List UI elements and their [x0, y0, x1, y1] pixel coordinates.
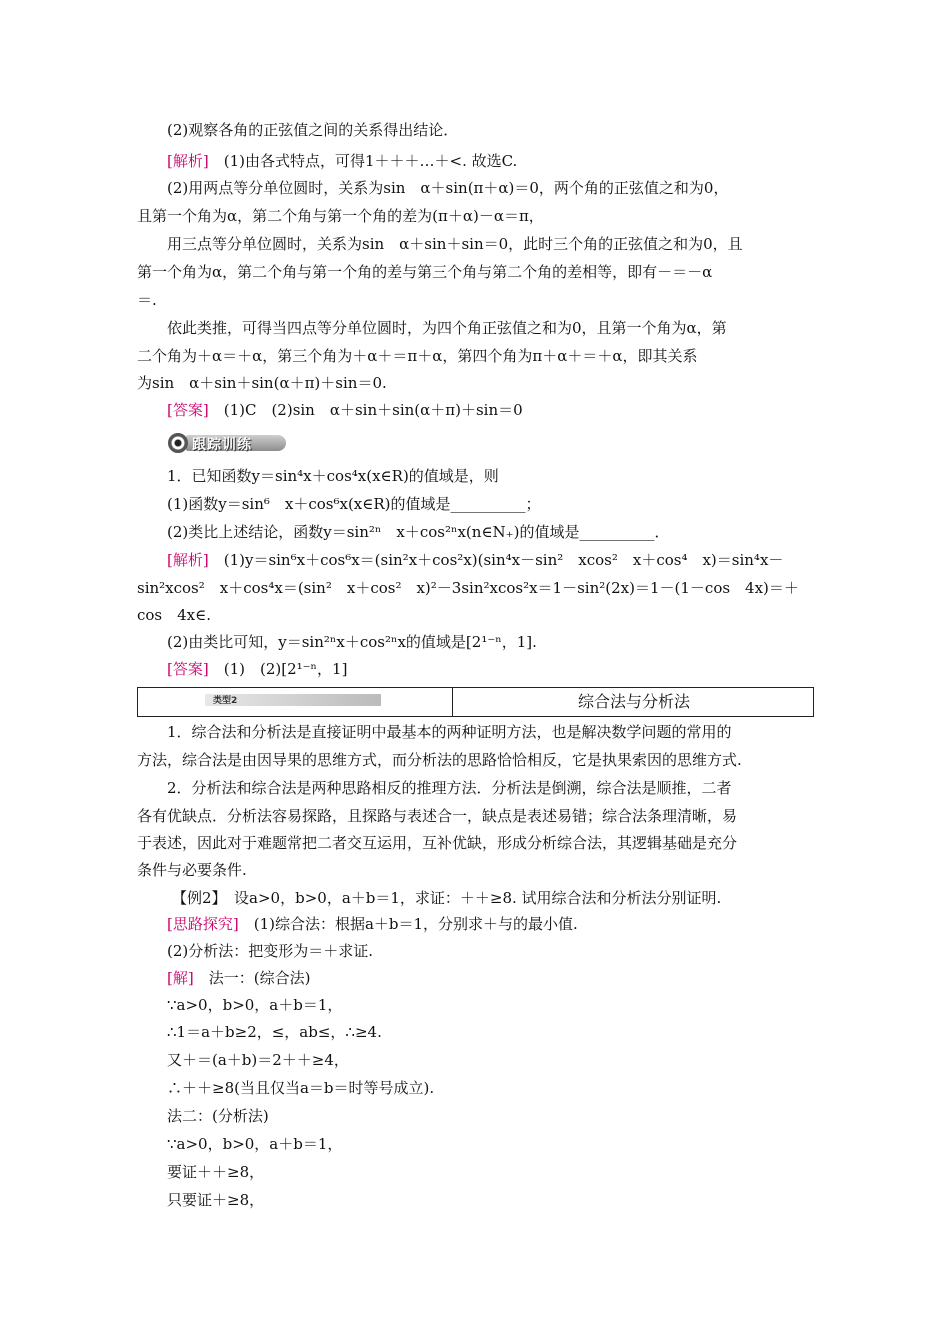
analysis-tag: [解析] [167, 551, 209, 569]
text-line: (1)函数y＝sin⁶ x＋cos⁶x(x∈R)的值域是__________； [167, 495, 541, 513]
text-line: 为sin α＋sin＋sin(α＋π)＋sin＝0. [137, 374, 387, 392]
text-line: cos 4x∈. [137, 606, 212, 624]
text-line: [答案] (1)C (2)sin α＋sin＋sin(α＋π)＋sin＝0 [167, 401, 523, 419]
target-icon [168, 433, 188, 453]
text-line: 1．已知函数y＝sin⁴x＋cos⁴x(x∈R)的值域是，则 [167, 467, 499, 485]
section-heading-label: 跟踪训练 [192, 437, 252, 453]
text-line: 二个角为＋α＝＋α，第三个角为＋α＋＝π＋α，第四个角为π＋α＋＝＋α，即其关系 [137, 347, 698, 365]
text-line: [答案] (1) (2)[2¹⁻ⁿ，1] [167, 660, 348, 678]
text-line: 法二：(分析法) [167, 1107, 269, 1125]
answer-tag: [答案] [167, 660, 209, 678]
text-line: 依此类推，可得当四点等分单位圆时，为四个角正弦值之和为0，且第一个角为α，第 [167, 319, 727, 337]
type-badge [205, 694, 381, 706]
text-line: 方法，综合法是由因导果的思维方式，而分析法的思路恰恰相反，它是执果索因的思维方式. [137, 751, 742, 769]
solution-tag: [解] [167, 969, 194, 987]
type-badge-label: 类型2 [213, 696, 238, 706]
text-line: 第一个角为α，第二个角与第一个角的差与第三个角与第二个角的差相等，即有－＝－α [137, 263, 713, 281]
text-line: (2)观察各角的正弦值之间的关系得出结论． [167, 121, 459, 139]
text-line: ∴1＝a＋b≥2，≤，ab≤，∴≥4. [167, 1023, 382, 1041]
answer-tag: [答案] [167, 401, 209, 419]
type-header-table [137, 687, 814, 717]
text-line: 于表述，因此对于难题常把二者交互运用，互补优缺，形成分析综合法，其逻辑基础是充分 [137, 834, 738, 852]
text-line: (2)分析法：把变形为＝＋求证. [167, 942, 374, 960]
text-line: 且第一个角为α，第二个角与第一个角的差为(π＋α)－α＝π， [137, 207, 544, 225]
text-line: ∴＋＋≥8(当且仅当a＝b＝时等号成立). [167, 1079, 435, 1097]
text-line: (2)用两点等分单位圆时，关系为sin α＋sin(π＋α)＝0，两个角的正弦值之和为0， [167, 179, 729, 197]
text-line: [解析] (1)由各式特点，可得1＋＋＋…＋<. 故选C. [167, 152, 518, 170]
text-line: ＝. [137, 291, 157, 309]
text-line: (2)由类比可知，y＝sin²ⁿx＋cos²ⁿx的值域是[2¹⁻ⁿ，1]. [167, 633, 537, 651]
text-line: 要证＋＋≥8， [167, 1163, 265, 1181]
text-line: 各有优缺点．分析法容易探路，且探路与表述合一，缺点是表述易错；综合法条理清晰，易 [137, 807, 738, 825]
text-line: sin²xcos² x＋cos⁴x＝(sin² x＋cos² x)²－3sin²xcos²x＝1－sin²(2x)＝1－(1－cos 4x)＝＋ [137, 579, 799, 597]
approach-tag: [思路探究] [167, 915, 239, 933]
text-line: ∵a>0，b>0，a＋b＝1， [167, 1135, 343, 1153]
text-line: (2)类比上述结论，函数y＝sin²ⁿ x＋cos²ⁿx(n∈N₊)的值域是__________． [167, 523, 670, 541]
type-title: 综合法与分析法 [577, 692, 690, 711]
text-line: [解析] (1)y＝sin⁶x＋cos⁶x＝(sin²x＋cos²x)(sin⁴x－sin² xcos² x＋cos⁴ x)＝sin⁴x－ [167, 551, 784, 569]
text-line: [解] 法一：(综合法) [167, 969, 311, 987]
analysis-tag: [解析] [167, 152, 209, 170]
text-line: 【例2】 设a>0，b>0，a＋b＝1，求证：＋＋≥8. 试用综合法和分析法分别证明. [172, 889, 722, 907]
text-line: 只要证＋≥8， [167, 1191, 265, 1209]
text-line: 条件与必要条件. [137, 861, 247, 879]
text-line: 1．综合法和分析法是直接证明中最基本的两种证明方法，也是解决数学问题的常用的 [167, 723, 732, 741]
text-line: 2．分析法和综合法是两种思路相反的推理方法．分析法是倒溯，综合法是顺推，二者 [167, 779, 732, 797]
text-line: ∵a>0，b>0，a＋b＝1， [167, 996, 343, 1014]
text-line: 又＋＝(a＋b)＝2＋＋≥4， [167, 1051, 349, 1069]
section-heading [168, 432, 286, 454]
text-line: 用三点等分单位圆时，关系为sin α＋sin＋sin＝0，此时三个角的正弦值之和为0，且 [167, 235, 743, 253]
text-line: [思路探究] (1)综合法：根据a＋b＝1，分别求＋与的最小值. [167, 915, 578, 933]
